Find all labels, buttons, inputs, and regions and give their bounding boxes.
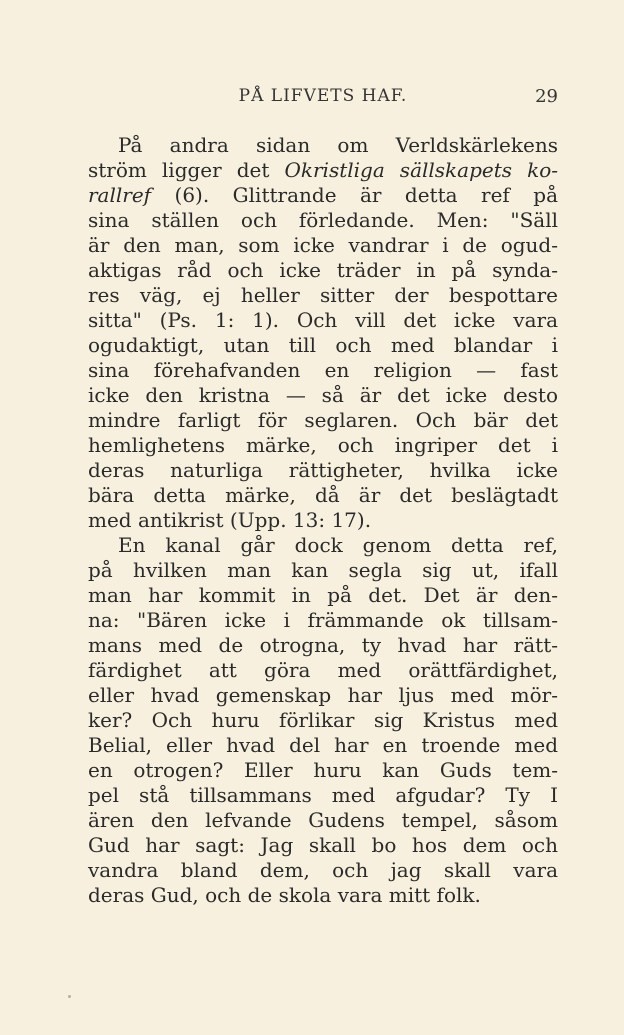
text-line: deras Gud, och de skola vara mitt folk. bbox=[88, 883, 481, 907]
text-line: ker? Och huru förlikar sig Kristus med bbox=[88, 708, 558, 732]
text-line: eller hvad gemenskap har ljus med mör- bbox=[88, 683, 558, 707]
text-line: ogudaktigt, utan till och med blandar i bbox=[88, 333, 558, 357]
text-line: med antikrist (Upp. 13: 17). bbox=[88, 508, 372, 532]
text-line-with-italic: rallref (6). Glittrande är detta ref på bbox=[88, 183, 558, 207]
text-line-with-italic: ström ligger det Okristliga sällskapets ko- bbox=[88, 158, 558, 182]
text-line: na: "Bären icke i främmande ok tillsam- bbox=[88, 608, 558, 632]
paragraph-2 bbox=[88, 533, 558, 908]
paper-speck bbox=[68, 995, 71, 998]
italic-phrase: rallref bbox=[88, 183, 152, 207]
text-line: sina ställen och förledande. Men: "Säll bbox=[88, 208, 558, 232]
text-line: pel stå tillsammans med afgudar? Ty I bbox=[88, 783, 558, 807]
page-number: 29 bbox=[535, 86, 558, 107]
text-line: färdighet att göra med orättfärdighet, bbox=[88, 658, 558, 682]
text-line: aktigas råd och icke träder in på synda- bbox=[88, 258, 558, 282]
text-line: res väg, ej heller sitter der bespottare bbox=[88, 283, 558, 307]
text-line: sina förehafvanden en religion — fast bbox=[88, 358, 558, 382]
text-line: bära detta märke, då är det beslägtadt bbox=[88, 483, 558, 507]
page-header bbox=[88, 86, 558, 110]
text-line: man har kommit in på det. Det är den- bbox=[88, 583, 558, 607]
italic-phrase: Okristliga sällskapets ko- bbox=[284, 158, 558, 182]
text-line: En kanal går dock genom detta ref, bbox=[118, 533, 558, 557]
paragraph-1 bbox=[88, 133, 558, 533]
text-line: mans med de otrogna, ty hvad har rätt- bbox=[88, 633, 558, 657]
text-line: Belial, eller hvad del har en troende med bbox=[88, 733, 558, 757]
text-line: mindre farligt för seglaren. Och bär det bbox=[88, 408, 558, 432]
text-line: ären den lefvande Gudens tempel, såsom bbox=[88, 808, 558, 832]
text-line: sitta" (Ps. 1: 1). Och vill det icke vara bbox=[88, 308, 558, 332]
text-line: hemlighetens märke, och ingriper det i bbox=[88, 433, 558, 457]
text-line: icke den kristna — så är det icke desto bbox=[88, 383, 558, 407]
text-line: vandra bland dem, och jag skall vara bbox=[88, 858, 558, 882]
text-line: på hvilken man kan segla sig ut, ifall bbox=[88, 558, 558, 582]
text-line: är den man, som icke vandrar i de ogud- bbox=[88, 233, 558, 257]
text-line: Gud har sagt: Jag skall bo hos dem och bbox=[88, 833, 558, 857]
text-line: På andra sidan om Verldskärlekens bbox=[118, 133, 558, 157]
text-line: en otrogen? Eller huru kan Guds tem- bbox=[88, 758, 558, 782]
body-text bbox=[88, 133, 558, 908]
text-line: deras naturliga rättigheter, hvilka icke bbox=[88, 458, 558, 482]
running-title: PÅ LIFVETS HAF. bbox=[238, 86, 408, 106]
